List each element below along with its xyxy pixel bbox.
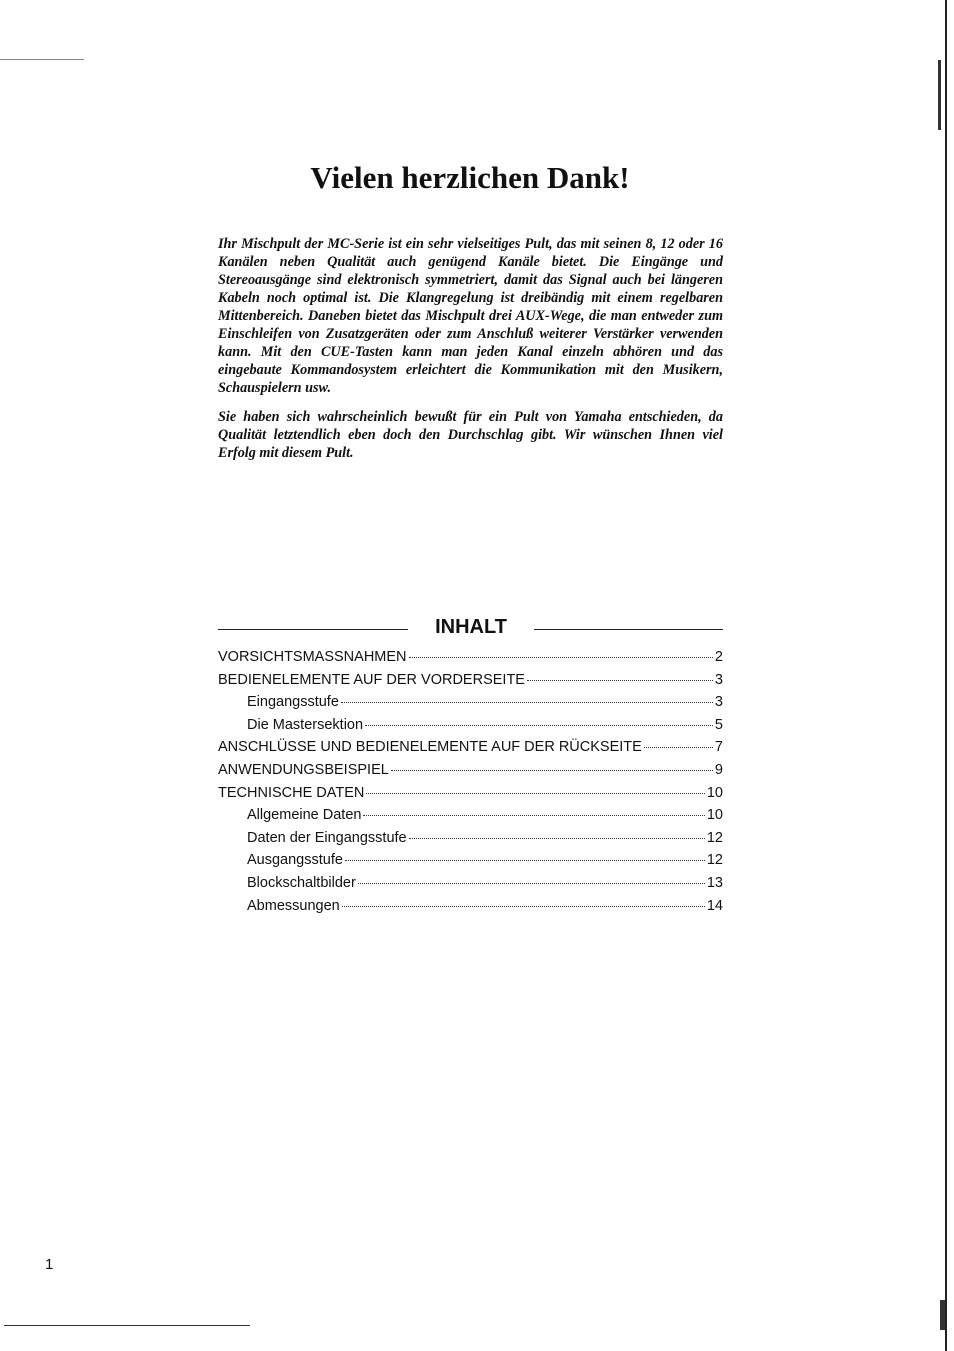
toc-entry-title: ANSCHLÜSSE UND BEDIENELEMENTE AUF DER RÜCKSEITE <box>218 739 642 756</box>
toc-entry-page: 10 <box>706 807 723 824</box>
page-title: Vielen herzlichen Dank! <box>310 160 630 195</box>
toc-entry-page: 7 <box>714 739 723 756</box>
toc-entry-page: 12 <box>706 852 723 869</box>
toc-entry-title: Die Mastersektion <box>247 716 364 733</box>
toc-heading-label: INHALT <box>435 616 507 638</box>
toc-heading <box>218 616 723 642</box>
toc-entry-page: 10 <box>706 784 723 801</box>
toc-entry[interactable] <box>218 785 723 808</box>
toc-leader-dots <box>409 657 713 658</box>
intro-paragraph-1: Ihr Mischpult der MC-Serie ist ein sehr vielseitiges Pult, das mit seinen 8, 12 oder 16 Kanälen neben Qualität auch genügend Kanäle bietet. Die Eingänge und Stereoausgänge sind elektronisch symmetriert, damit das Signal auch bei längeren Kabeln noch optimal ist. Die Klangregelung ist dreibändig mit einem regelbaren Mittenbereich. Daneben bietet das Mischpult drei AUX-Wege, die man entweder zum Einschleifen von Zusatzgeräten oder zum Anschluß weiterer Verstärker verwenden kann. Mit den CUE-Tasten kann man jeden Kanal einzeln abhören und das eingebaute Kommandosystem erleichtert die Kommunikation mit den Musikern, Schauspielern usw. <box>218 236 723 396</box>
toc-leader-dots <box>358 883 705 884</box>
toc-leader-dots <box>644 747 713 748</box>
toc-entry-page: 3 <box>714 694 723 711</box>
toc-entry-title: ANWENDUNGSBEISPIEL <box>218 761 389 778</box>
toc-entry[interactable] <box>218 875 723 898</box>
toc-leader-dots <box>365 725 713 726</box>
page-number: 1 <box>45 1256 54 1273</box>
scan-edge-right <box>945 0 947 1351</box>
toc-leader-dots <box>409 838 705 839</box>
toc-entry-page: 14 <box>706 897 723 914</box>
toc-entry-page: 9 <box>714 761 723 778</box>
toc-leader-dots <box>341 702 713 703</box>
toc-entry[interactable] <box>218 739 723 762</box>
toc-entry[interactable] <box>218 807 723 830</box>
toc-leader-dots <box>342 906 705 907</box>
toc-leader-dots <box>345 860 705 861</box>
table-of-contents <box>218 649 723 920</box>
scan-artifact-bottom <box>4 1325 250 1326</box>
scan-artifact-top <box>0 59 84 60</box>
toc-entry[interactable] <box>218 762 723 785</box>
toc-entry-title: Daten der Eingangsstufe <box>247 829 407 846</box>
toc-entry[interactable] <box>218 694 723 717</box>
toc-entry-page: 12 <box>706 829 723 846</box>
toc-entry-title: Allgemeine Daten <box>247 807 362 824</box>
toc-entry-title: TECHNISCHE DATEN <box>218 784 365 801</box>
toc-entry[interactable] <box>218 830 723 853</box>
scan-edge-mark-bottom <box>940 1300 945 1330</box>
toc-rule-right <box>534 629 723 630</box>
toc-entry-title: Blockschaltbilder <box>247 874 356 891</box>
toc-entry-title: BEDIENELEMENTE AUF DER VORDERSEITE <box>218 671 525 688</box>
toc-entry-title: VORSICHTSMASSNAHMEN <box>218 649 407 665</box>
toc-entry-page: 5 <box>714 716 723 733</box>
toc-leader-dots <box>391 770 713 771</box>
toc-entry[interactable] <box>218 717 723 740</box>
toc-entry-title: Ausgangsstufe <box>247 852 343 869</box>
toc-entry[interactable] <box>218 898 723 921</box>
toc-entry-title: Eingangsstufe <box>247 694 339 711</box>
toc-entry[interactable] <box>218 852 723 875</box>
toc-entry[interactable] <box>218 649 723 672</box>
toc-leader-dots <box>366 793 705 794</box>
toc-leader-dots <box>527 680 713 681</box>
toc-entry[interactable] <box>218 672 723 695</box>
scan-edge-mark-top <box>938 60 941 130</box>
toc-entry-title: Abmessungen <box>247 897 340 914</box>
toc-entry-page: 3 <box>714 671 723 688</box>
toc-rule-left <box>218 629 408 630</box>
toc-entry-page: 2 <box>714 649 723 665</box>
toc-leader-dots <box>363 815 704 816</box>
intro-paragraph-2: Sie haben sich wahrscheinlich bewußt für ein Pult von Yamaha entschieden, da Qualität letztendlich eben doch den Durchschlag gibt. Wir wünschen Ihnen viel Erfolg mit diesem Pult. <box>218 409 723 461</box>
toc-entry-page: 13 <box>706 874 723 891</box>
